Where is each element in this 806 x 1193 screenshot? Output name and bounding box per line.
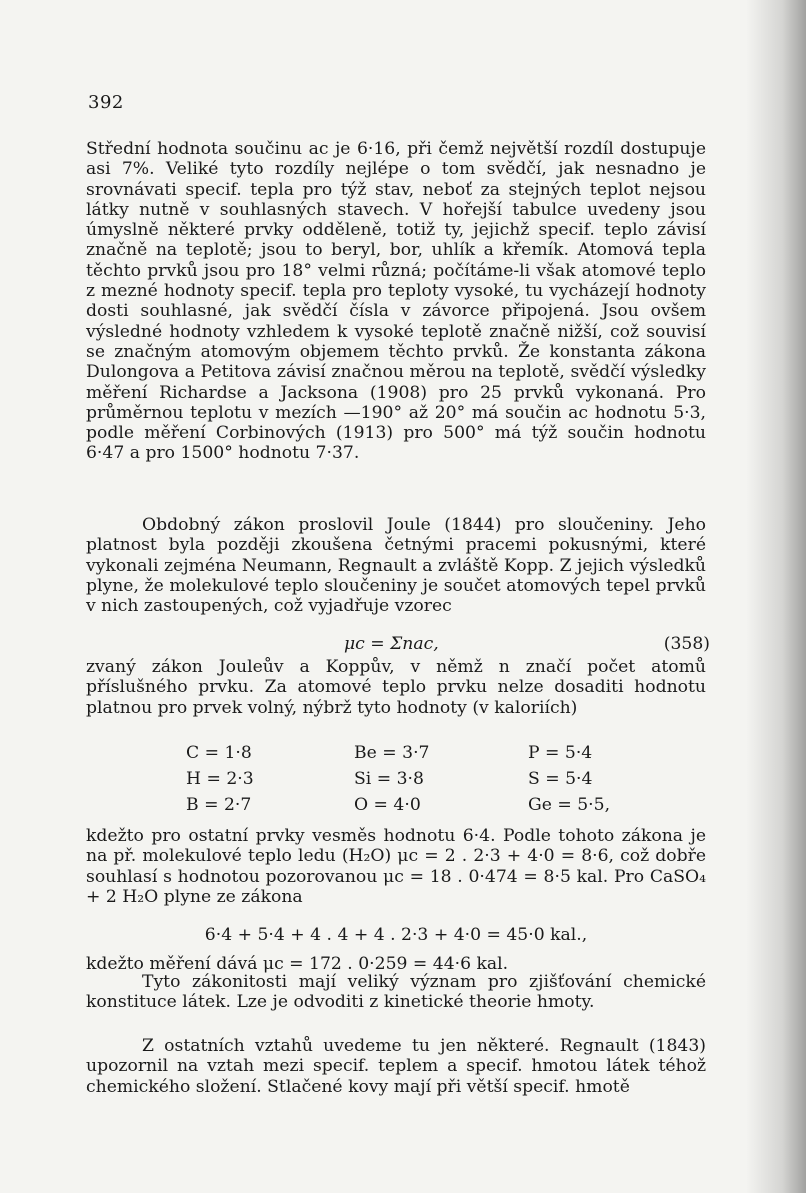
formula-expression: μc = Σnac, bbox=[344, 634, 439, 654]
paragraph-1: Střední hodnota součinu ac je 6·16, při čemž největší rozdíl dostupuje asi 7%. Veliké tyto rozdíly nejlépe o tom svědčí, jak nesnadno je srovnávati specif. tepla pro týž stav, neboť za stejných teplot nejsou látky nutně v souhlasných stavech. V hořejší tabulce uvedeny jsou úmyslně některé prvky odděleně, totiž ty, jejichž specif. teplo závisí značně na teplotě; jsou to beryl, bor, uhlík a křemík. Atomová tepla těchto prvků jsou pro 18° velmi různá; počítáme-li však atomové teplo z mezné hodnoty specif. tepla pro teploty vysoké, tu vycházejí hodnoty dosti souhlasné, jak svědčí čísla v závorce připojená. Jsou ovšem výsledné hodnoty vzhledem k vysoké teplotě značně nižší, což souvisí se značným atomovým objemem těchto prvků. Že konstanta zákona Dulongova a Petitova závisí značnou měrou na teplotě, svědčí výsledky měření Richardse a Jacksona (1908) pro 25 prvků vykonaná. Pro průměrnou teplotu v mezích —190° až 20° má součin ac hodnotu 5·3, podle měření Corbinových (1913) pro 500° má týž součin hodnotu 6·47 a pro 1500° hodnotu 7·37. bbox=[86, 139, 706, 464]
page-number: 392 bbox=[88, 92, 124, 113]
value-entry: O = 4·0 bbox=[354, 795, 421, 815]
paragraph-4: kdežto pro ostatní prvky vesměs hodnotu 6·4. Podle tohoto zákona je na př. molekulové teplo ledu (H₂O) μc = 2 . 2·3 + 4·0 = 8·6, což dobře souhlasí s hodnotou pozorovanou μc = 18 . 0·474 = 8·5 kal. Pro CaSO₄ + 2 H₂O plyne ze zákona bbox=[86, 826, 706, 907]
value-entry: B = 2·7 bbox=[186, 795, 252, 815]
paragraph-2: Obdobný zákon proslovil Joule (1844) pro sloučeniny. Jeho platnost byla později zkoušena četnými pracemi pokusnými, které vykonali zejména Neumann, Regnault a zvláště Kopp. Z jejich výsledků plyne, že molekulové teplo sloučeniny je součet atomových tepel prvků v nich zastoupených, což vyjadřuje vzorec bbox=[86, 515, 706, 617]
value-entry: S = 5·4 bbox=[528, 769, 593, 789]
values-column-2 bbox=[354, 740, 429, 818]
value-entry: Si = 3·8 bbox=[354, 769, 424, 789]
formula-number: (358) bbox=[663, 634, 710, 654]
paragraph-6: Tyto zákonitosti mají veliký význam pro zjišťování chemické konstituce látek. Lze je odvoditi z kinetické theorie hmoty. bbox=[86, 972, 706, 1013]
values-column-1 bbox=[186, 740, 254, 818]
value-entry: P = 5·4 bbox=[528, 743, 593, 763]
page-edge-shadow bbox=[746, 0, 806, 1193]
value-entry: Be = 3·7 bbox=[354, 743, 430, 763]
value-entry: Ge = 5·5, bbox=[528, 795, 611, 815]
value-entry: H = 2·3 bbox=[186, 769, 254, 789]
value-entry: C = 1·8 bbox=[186, 743, 252, 763]
paragraph-3: zvaný zákon Jouleův a Koppův, v němž n značí počet atomů příslušného prvku. Za atomové teplo prvku nelze dosaditi hodnotu platnou pro prvek volný, nýbrž tyto hodnoty (v kaloriích) bbox=[86, 657, 706, 718]
paragraph-5: kdežto měření dává μc = 172 . 0·259 = 44·6 kal. bbox=[86, 954, 509, 974]
paragraph-7: Z ostatních vztahů uvedeme tu jen některé. Regnault (1843) upozornil na vztah mezi specif. teplem a specif. hmotou látek téhož chemického složení. Stlačené kovy mají při větší specif. hmotě bbox=[86, 1036, 706, 1097]
equation-caso4: 6·4 + 5·4 + 4 . 4 + 4 . 2·3 + 4·0 = 45·0 kal., bbox=[204, 925, 588, 945]
values-column-3 bbox=[528, 740, 610, 818]
